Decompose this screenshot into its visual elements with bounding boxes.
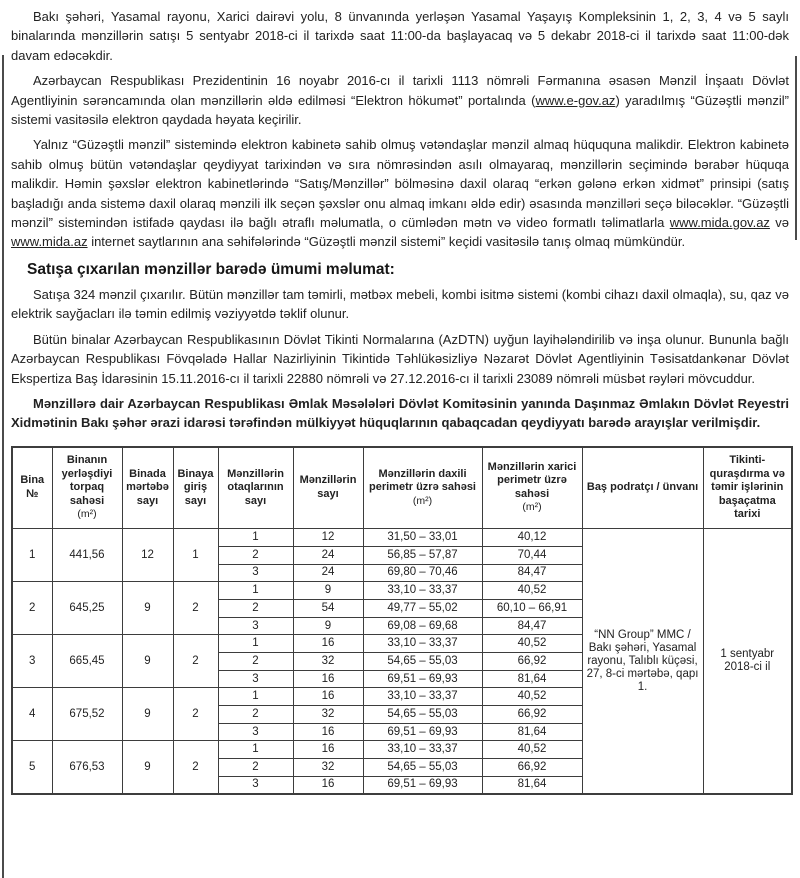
room-count-cell: 1 [218,529,293,547]
system-rules-text-1: Yalnız “Güzəştli mənzil” sistemində elektron kabinetə sahib olmuş vətəndaşlar mənzil almaq hüququna malikdir. Elektron kabinetə sahib olmuş bütün vətəndaşlar qeydiyyat tarixindən və sıra nömrəsindən asılı olmayaraq, mənzillərin seçimində bərabər hüquqa malikdir. Həmin şəxslər elektron kabinetlərində “Satış/Mənzillər” bölməsinə daxil olaraq “erkən gələnə erkən xidmət” prinsipi (satış başladığı anda sistemə daxil olaraq mənzili ilk seçən şəxslər onu almaq imkanı əldə edir) əsasında mənzilləri seçə biləcəklər. “Güzəştli mənzil” sistemindən istifadə qaydası ilə bağlı ətraflı məlumatla, o cümlədən mətn və video formatlı təlimatlarla [11,137,789,231]
apartments-table-body [12,529,792,794]
apartment-count-cell: 16 [293,741,363,759]
internal-area-cell: 56,85 – 57,87 [363,546,482,564]
col-header-external-area: Mənzillərin xarici perimetr üzrə sahəsi (m²) [482,447,582,529]
room-count-cell: 2 [218,706,293,724]
internal-area-cell: 54,65 – 55,03 [363,759,482,777]
apartment-count-cell: 16 [293,723,363,741]
contractor-cell: “NN Group” MMC / Bakı şəhəri, Yasamal rayonu, Talıblı küçəsi, 27, 8-ci mərtəbə, qapı 1. [582,529,703,794]
col-header-room-count: Mənzillərin otaqlarının sayı [218,447,293,529]
apartment-count-cell: 16 [293,670,363,688]
internal-area-cell: 33,10 – 33,37 [363,582,482,600]
floor-count-cell: 9 [122,582,173,635]
room-count-cell: 2 [218,599,293,617]
decree-text-2: ) yaradılmış “Güzəştli mənzil” sistemi vasitəsilə elektron qaydada həyata keçirilir. [11,92,789,128]
system-rules-text-2: və [769,215,789,231]
entrance-count-cell: 2 [173,635,218,688]
external-area-cell: 81,64 [482,776,582,794]
internal-area-cell: 69,80 – 70,46 [363,564,482,582]
building-standards-paragraph: Bütün binalar Azərbaycan Respublikasının Dövlət Tikinti Normalarına (AzDTN) uyğun layihələndirilib və inşa olunur. Bununla bağlı Azərbaycan Respublikası Fövqəladə Hallar Nazirliyinin Tikintidə Təhlükəsizliyə Nəzarət Dövlət Agentliyinin Təsisatdankənar Dövlət Ekspertiza Baş İdarəsinin 15.11.2016-cı il tarixli 22880 nömrəli və 27.12.2016-cı il tarixli 23089 nömrəli müsbət rəyləri mövcuddur. [11,331,789,386]
external-area-cell: 40,52 [482,635,582,653]
internal-area-cell: 33,10 – 33,37 [363,741,482,759]
registry-paragraph: Mənzillərə dair Azərbaycan Respublikası Əmlak Məsələləri Dövlət Komitəsinin yanında Daşınmaz Əmlakın Dövlət Reyestri Xidmətinin Bakı şəhər ərazi idarəsi tərəfindən mülkiyyət hüquqlarının qabaqcadan qeydiyyatı barədə arayışlar verilmişdir. [11,395,789,431]
external-area-cell: 40,52 [482,741,582,759]
internal-area-cell: 69,51 – 69,93 [363,723,482,741]
mida-link[interactable]: www.mida.az [11,234,88,250]
room-count-cell: 2 [218,653,293,671]
apartment-count-cell: 9 [293,582,363,600]
e-gov-link[interactable]: www.e-gov.az [535,92,616,108]
room-count-cell: 2 [218,759,293,777]
floor-count-cell: 9 [122,635,173,688]
apartment-count-cell: 54 [293,599,363,617]
internal-area-cell: 54,65 – 55,03 [363,653,482,671]
external-area-cell: 66,92 [482,706,582,724]
col-header-apartment-count: Mənzillərin sayı [293,447,363,529]
internal-area-cell: 33,10 – 33,37 [363,635,482,653]
table-row [12,529,792,547]
col-header-land-area: Binanın yerləşdiyi torpaq sahəsi (m²) [52,447,122,529]
external-area-cell: 40,12 [482,529,582,547]
building-no-cell: 4 [12,688,52,741]
system-rules-text-3: internet saytlarının ana səhifələrində “Güzəştli mənzil sistemi” keçidi vasitəsilə tanış olmaq mümkündür. [87,234,686,250]
external-area-cell: 40,52 [482,582,582,600]
external-area-cell: 81,64 [482,670,582,688]
apartment-count-cell: 12 [293,529,363,547]
entrance-count-cell: 2 [173,741,218,794]
external-area-cell: 66,92 [482,653,582,671]
internal-area-cell: 33,10 – 33,37 [363,688,482,706]
room-count-cell: 1 [218,582,293,600]
decree-paragraph [11,71,789,129]
land-area-cell: 665,45 [52,635,122,688]
internal-area-cell: 49,77 – 55,02 [363,599,482,617]
col-header-floor-count: Binada mərtəbə sayı [122,447,173,529]
building-no-cell: 1 [12,529,52,582]
land-area-cell: 645,25 [52,582,122,635]
apartment-count-cell: 32 [293,759,363,777]
external-area-cell: 66,92 [482,759,582,777]
room-count-cell: 1 [218,688,293,706]
external-area-cell: 60,10 – 66,91 [482,599,582,617]
internal-area-cell: 69,51 – 69,93 [363,776,482,794]
building-no-cell: 3 [12,635,52,688]
room-count-cell: 2 [218,546,293,564]
land-area-cell: 675,52 [52,688,122,741]
building-no-cell: 2 [12,582,52,635]
completion-date-cell: 1 sentyabr 2018-ci il [703,529,792,794]
apartment-count-cell: 16 [293,635,363,653]
col-header-internal-area: Mənzillərin daxili perimetr üzrə sahəsi (m²) [363,447,482,529]
room-count-cell: 1 [218,741,293,759]
internal-area-cell: 54,65 – 55,03 [363,706,482,724]
external-area-cell: 40,52 [482,688,582,706]
system-rules-paragraph [11,135,789,251]
room-count-cell: 3 [218,670,293,688]
scan-border-right [795,56,797,240]
internal-area-cell: 69,08 – 69,68 [363,617,482,635]
decree-text-1: Azərbaycan Respublikası Prezidentinin 16 noyabr 2016-cı il tarixli 1113 nömrəli Fərmanına əsasən Mənzil İnşaatı Dövlət Agentliyinin sərəncamında olan mənzillərin əldə edilməsi “Elektron hökumət” portalında ( [11,73,789,108]
apartment-count-cell: 24 [293,546,363,564]
col-header-contractor: Baş podratçı / ünvanı [582,447,703,529]
external-area-cell: 84,47 [482,617,582,635]
apartment-count-cell: 24 [293,564,363,582]
entrance-count-cell: 2 [173,688,218,741]
apartment-count-cell: 16 [293,688,363,706]
intro-paragraph: Bakı şəhəri, Yasamal rayonu, Xarici dairəvi yolu, 8 ünvanında yerləşən Yasamal Yaşayış Kompleksinin 1, 2, 3, 4 və 5 saylı binalarında mənzillərin satışı 5 sentyabr 2018-ci il tarixdə saat 11:00-da başlayacaq və 5 dekabr 2018-ci il tarixdə saat 11:00-dək davam edəcəkdir. [11,9,789,63]
apartments-table [11,446,793,795]
col-header-entrance-count: Binaya giriş sayı [173,447,218,529]
land-area-cell: 441,56 [52,529,122,582]
external-area-cell: 70,44 [482,546,582,564]
room-count-cell: 3 [218,564,293,582]
apartment-count-cell: 9 [293,617,363,635]
external-area-cell: 81,64 [482,723,582,741]
room-count-cell: 3 [218,617,293,635]
apartments-overview-paragraph: Satışa 324 mənzil çıxarılır. Bütün mənzillər tam təmirli, mətbəx mebeli, kombi isitmə sistemi (kombi cihazı daxil olmaqla), su, qaz və elektrik sayğacları ilə təmin edilmiş vəziyyətdə təklif olunur. [11,286,789,322]
apartment-count-cell: 32 [293,706,363,724]
general-info-heading: Satışa çıxarılan mənzillər barədə ümumi məlumat: [27,260,395,278]
external-area-cell: 84,47 [482,564,582,582]
internal-area-cell: 69,51 – 69,93 [363,670,482,688]
col-header-completion-date: Tikinti-quraşdırma və təmir işlərinin başaçatma tarixi [703,447,792,529]
scan-border-left [2,55,4,878]
floor-count-cell: 9 [122,741,173,794]
table-header-row [12,447,792,529]
room-count-cell: 3 [218,776,293,794]
floor-count-cell: 12 [122,529,173,582]
land-area-cell: 676,53 [52,741,122,794]
internal-area-cell: 31,50 – 33,01 [363,529,482,547]
room-count-cell: 1 [218,635,293,653]
apartment-count-cell: 16 [293,776,363,794]
room-count-cell: 3 [218,723,293,741]
col-header-building-no: Bina № [12,447,52,529]
building-no-cell: 5 [12,741,52,794]
entrance-count-cell: 2 [173,582,218,635]
apartments-table-container [11,446,789,795]
floor-count-cell: 9 [122,688,173,741]
entrance-count-cell: 1 [173,529,218,582]
mida-gov-link[interactable]: www.mida.gov.az [669,215,770,231]
apartment-count-cell: 32 [293,653,363,671]
